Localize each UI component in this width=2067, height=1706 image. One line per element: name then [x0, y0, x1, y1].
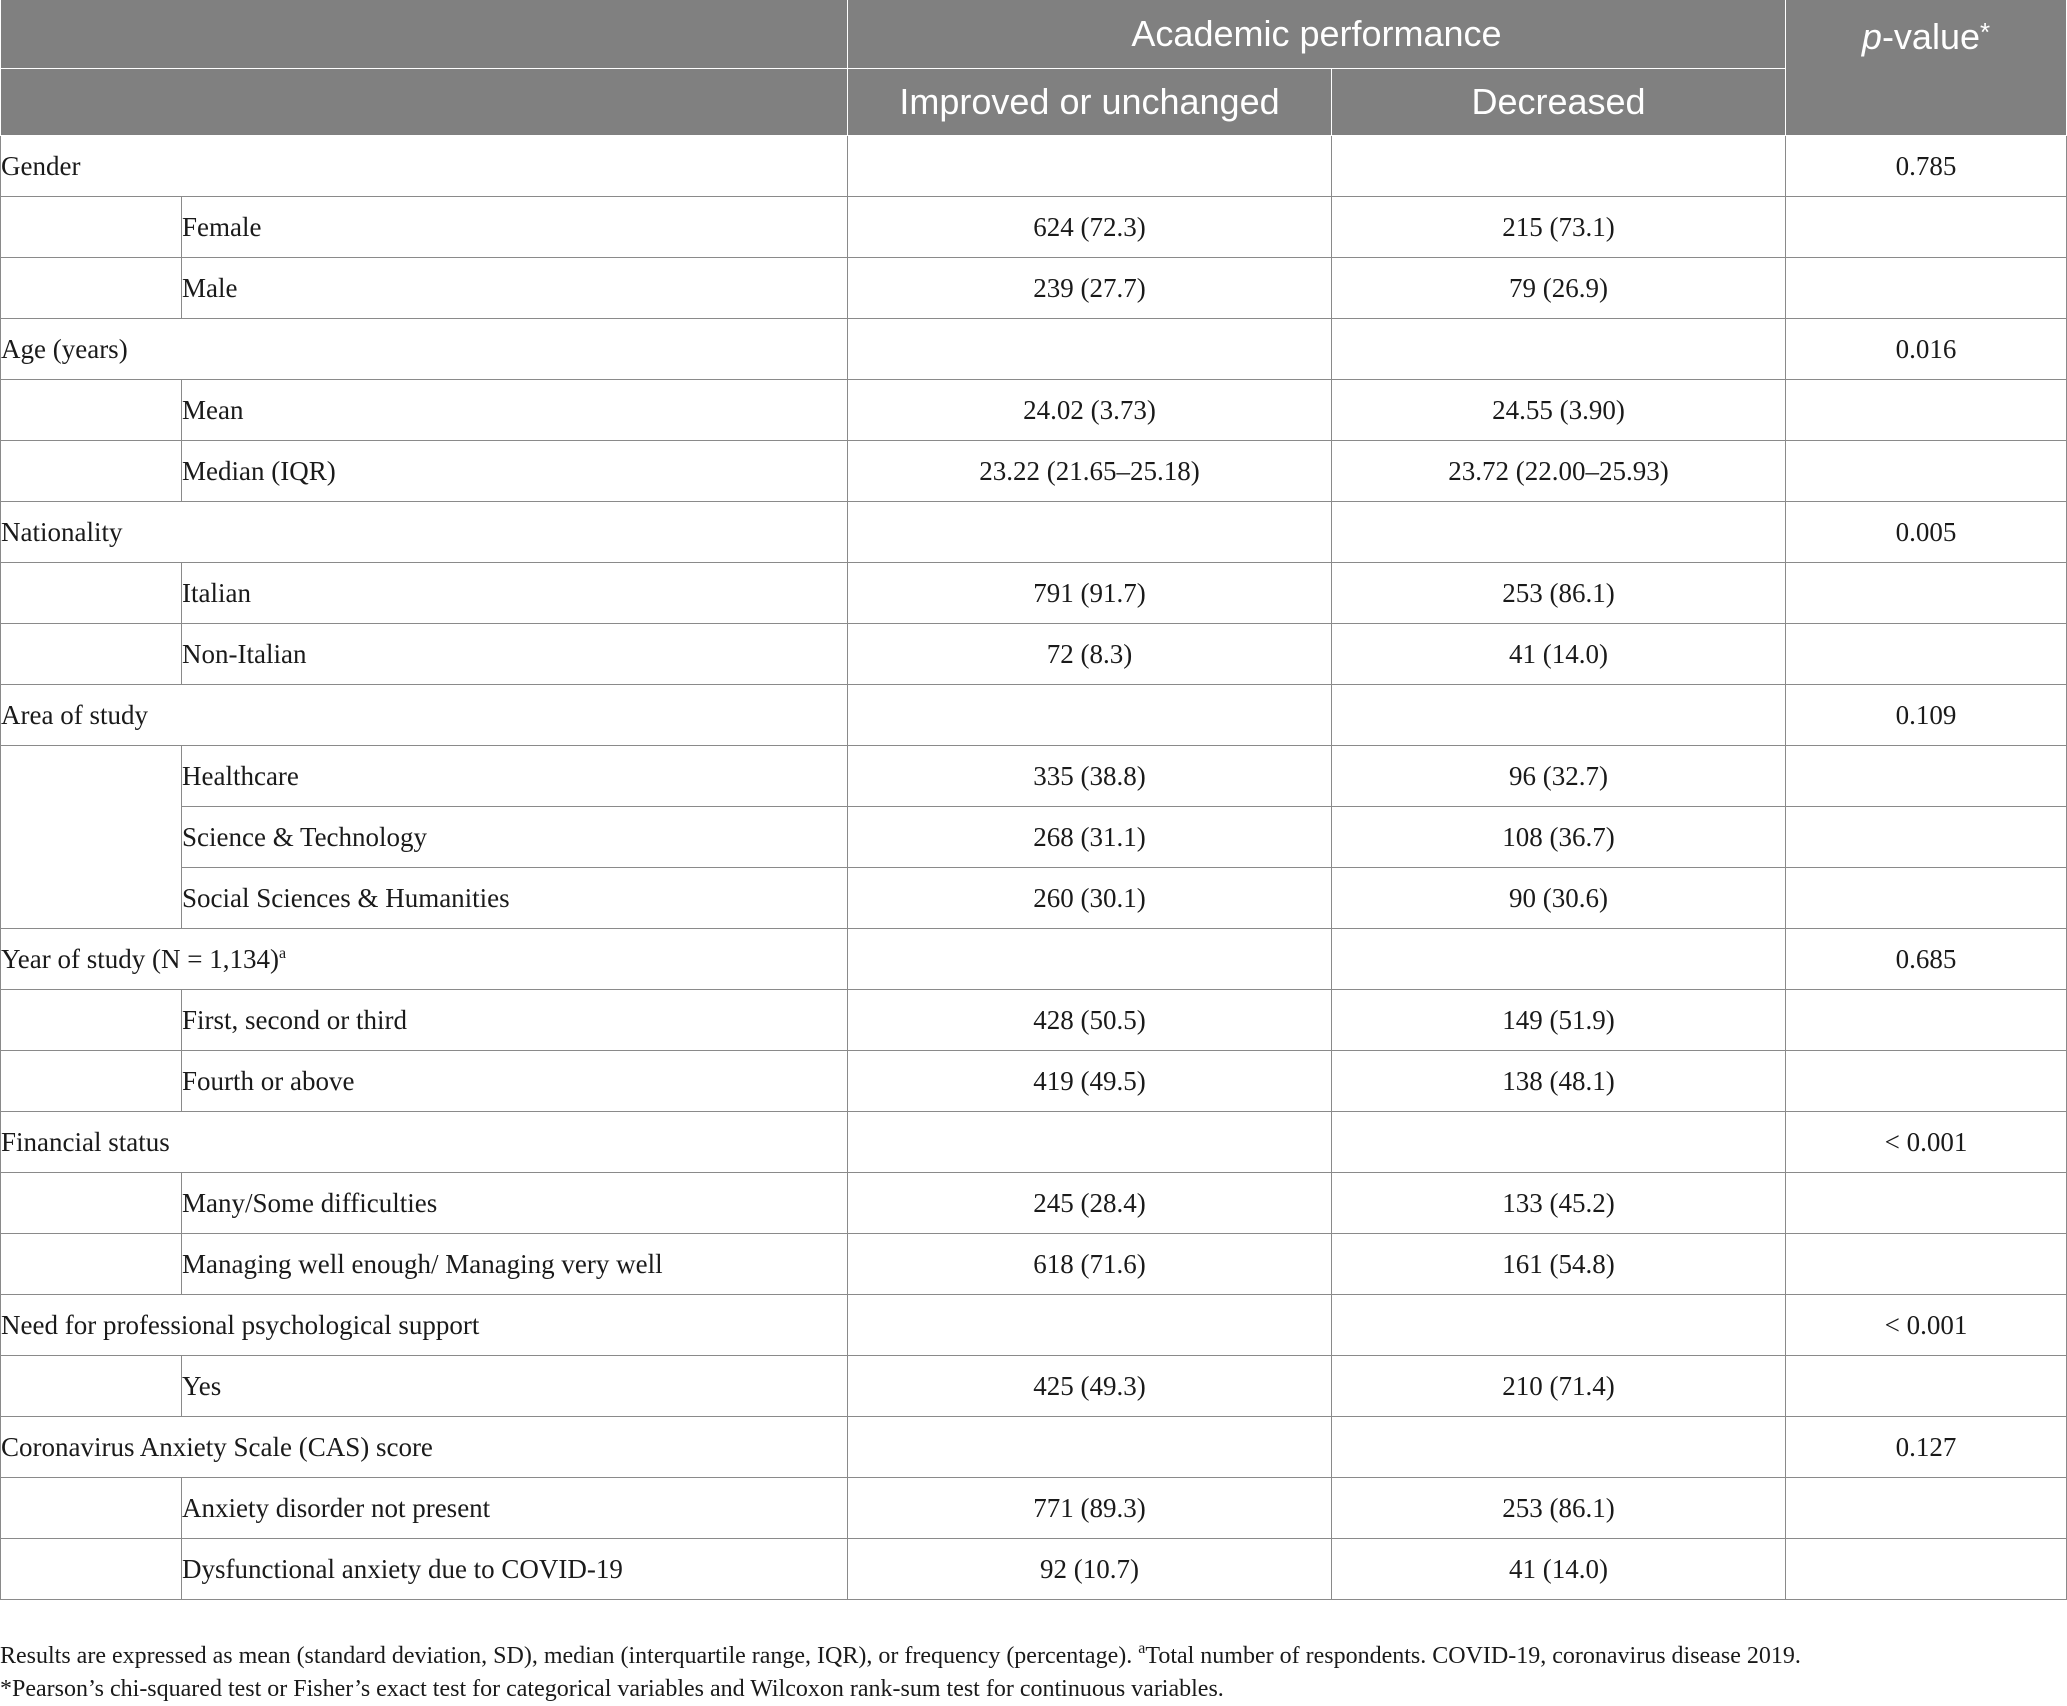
indent-cell	[1, 258, 182, 319]
improved-cell	[848, 1295, 1332, 1356]
decreased-cell: 23.72 (22.00–25.93)	[1332, 441, 1786, 502]
p-value-cell: 0.005	[1786, 502, 2067, 563]
decreased-cell	[1332, 319, 1786, 380]
table-row-financial-status	[1, 1112, 2067, 1173]
table-row-psych-support	[1, 1295, 2067, 1356]
subcategory-label: Anxiety disorder not present	[182, 1478, 848, 1539]
p-value-cell	[1786, 1051, 2067, 1112]
p-value-cell	[1786, 1478, 2067, 1539]
category-label: Nationality	[1, 502, 848, 563]
table-row-italian	[1, 563, 2067, 624]
improved-cell: 618 (71.6)	[848, 1234, 1332, 1295]
table-row-science-technology	[1, 807, 2067, 868]
decreased-cell	[1332, 685, 1786, 746]
table-row-year-of-study	[1, 929, 2067, 990]
subcategory-label: Managing well enough/ Managing very well	[182, 1234, 848, 1295]
table-row-no-anxiety	[1, 1478, 2067, 1539]
subcategory-label: Science & Technology	[182, 807, 848, 868]
improved-cell: 92 (10.7)	[848, 1539, 1332, 1600]
decreased-cell: 133 (45.2)	[1332, 1173, 1786, 1234]
footnote-marker: a	[278, 944, 287, 962]
p-value-cell	[1786, 746, 2067, 807]
header-decreased: Decreased	[1332, 69, 1786, 136]
improved-cell: 23.22 (21.65–25.18)	[848, 441, 1332, 502]
table-row-non-italian	[1, 624, 2067, 685]
subcategory-label: Fourth or above	[182, 1051, 848, 1112]
subcategory-label: Non-Italian	[182, 624, 848, 685]
subcategory-label: Dysfunctional anxiety due to COVID-19	[182, 1539, 848, 1600]
category-label: Coronavirus Anxiety Scale (CAS) score	[1, 1417, 848, 1478]
header-improved: Improved or unchanged	[848, 69, 1332, 136]
p-value-cell	[1786, 197, 2067, 258]
improved-cell: 24.02 (3.73)	[848, 380, 1332, 441]
category-label: Area of study	[1, 685, 848, 746]
decreased-cell: 41 (14.0)	[1332, 624, 1786, 685]
p-value-cell: 0.685	[1786, 929, 2067, 990]
table-row-cas-score	[1, 1417, 2067, 1478]
decreased-cell	[1332, 502, 1786, 563]
footnote-line-1	[0, 1632, 2060, 1673]
decreased-cell: 96 (32.7)	[1332, 746, 1786, 807]
footnote-1b: Total number of respondents. COVID-19, coronavirus disease 2019.	[1145, 1643, 1801, 1669]
subcategory-label: Female	[182, 197, 848, 258]
indent-cell	[1, 563, 182, 624]
subcategory-label: Male	[182, 258, 848, 319]
table-row-mean	[1, 380, 2067, 441]
subcategory-label: Yes	[182, 1356, 848, 1417]
decreased-cell: 79 (26.9)	[1332, 258, 1786, 319]
improved-cell	[848, 1112, 1332, 1173]
indent-cell	[1, 380, 182, 441]
p-value-cell	[1786, 380, 2067, 441]
indent-cell	[1, 624, 182, 685]
category-label: Age (years)	[1, 319, 848, 380]
table-row-fourth	[1, 1051, 2067, 1112]
improved-cell: 260 (30.1)	[848, 868, 1332, 929]
table-row-social-sciences	[1, 868, 2067, 929]
decreased-cell: 41 (14.0)	[1332, 1539, 1786, 1600]
improved-cell	[848, 1417, 1332, 1478]
improved-cell: 428 (50.5)	[848, 990, 1332, 1051]
decreased-cell: 215 (73.1)	[1332, 197, 1786, 258]
p-value-cell	[1786, 1234, 2067, 1295]
table-row-age	[1, 319, 2067, 380]
subcategory-label: First, second or third	[182, 990, 848, 1051]
category-label: Need for professional psychological support	[1, 1295, 848, 1356]
indent-cell	[1, 197, 182, 258]
improved-cell	[848, 136, 1332, 197]
improved-cell: 72 (8.3)	[848, 624, 1332, 685]
improved-cell: 335 (38.8)	[848, 746, 1332, 807]
p-value-cell	[1786, 1539, 2067, 1600]
table-row-dysfunctional	[1, 1539, 2067, 1600]
improved-cell: 425 (49.3)	[848, 1356, 1332, 1417]
table-row-female	[1, 197, 2067, 258]
p-value-cell	[1786, 868, 2067, 929]
improved-cell: 419 (49.5)	[848, 1051, 1332, 1112]
header-row-1	[1, 0, 2067, 69]
p-value-cell: 0.785	[1786, 136, 2067, 197]
p-value-cell	[1786, 563, 2067, 624]
p-letter: p	[1861, 16, 1882, 57]
header-blank	[1, 0, 848, 69]
decreased-cell	[1332, 136, 1786, 197]
decreased-cell	[1332, 929, 1786, 990]
p-value-cell	[1786, 624, 2067, 685]
decreased-cell: 24.55 (3.90)	[1332, 380, 1786, 441]
p-value-cell: 0.016	[1786, 319, 2067, 380]
decreased-cell: 210 (71.4)	[1332, 1356, 1786, 1417]
table-row-gender	[1, 136, 2067, 197]
header-p-value	[1786, 0, 2067, 136]
indent-cell	[1, 441, 182, 502]
improved-cell	[848, 929, 1332, 990]
improved-cell: 624 (72.3)	[848, 197, 1332, 258]
year-label-text: Year of study (N = 1,134)	[1, 943, 279, 974]
improved-cell: 239 (27.7)	[848, 258, 1332, 319]
decreased-cell: 90 (30.6)	[1332, 868, 1786, 929]
improved-cell	[848, 685, 1332, 746]
footnote-marker: a	[1138, 1640, 1146, 1657]
footnote-1a: Results are expressed as mean (standard deviation, SD), median (interquartile range, IQR), or frequency (percentage).	[0, 1643, 1139, 1669]
category-label: Gender	[1, 136, 848, 197]
p-value-cell: 0.109	[1786, 685, 2067, 746]
decreased-cell	[1332, 1417, 1786, 1478]
p-value-cell	[1786, 1356, 2067, 1417]
p-suffix: -value	[1881, 16, 1980, 57]
indent-cell	[1, 746, 182, 929]
improved-cell: 245 (28.4)	[848, 1173, 1332, 1234]
improved-cell	[848, 502, 1332, 563]
table-row-area-of-study	[1, 685, 2067, 746]
header-academic-performance: Academic performance	[848, 0, 1786, 69]
decreased-cell: 149 (51.9)	[1332, 990, 1786, 1051]
category-label	[1, 929, 848, 990]
table-row-median	[1, 441, 2067, 502]
p-value-cell: 0.127	[1786, 1417, 2067, 1478]
indent-cell	[1, 1173, 182, 1234]
indent-cell	[1, 1478, 182, 1539]
table-footnotes	[0, 1632, 2060, 1706]
indent-cell	[1, 1051, 182, 1112]
decreased-cell: 161 (54.8)	[1332, 1234, 1786, 1295]
table-row-male	[1, 258, 2067, 319]
indent-cell	[1, 1539, 182, 1600]
footnote-line-2: *Pearson’s chi-squared test or Fisher’s exact test for categorical variables and Wilcoxon rank-sum test for continuous variables.	[0, 1676, 1224, 1702]
improved-cell: 791 (91.7)	[848, 563, 1332, 624]
table-row-first-third	[1, 990, 2067, 1051]
p-marker: *	[1980, 17, 1991, 47]
improved-cell: 771 (89.3)	[848, 1478, 1332, 1539]
header-row-2	[1, 69, 2067, 136]
table-row-healthcare	[1, 746, 2067, 807]
indent-cell	[1, 1356, 182, 1417]
table-row-nationality	[1, 502, 2067, 563]
table-row-difficulties	[1, 1173, 2067, 1234]
category-label: Financial status	[1, 1112, 848, 1173]
subcategory-label: Mean	[182, 380, 848, 441]
decreased-cell: 108 (36.7)	[1332, 807, 1786, 868]
p-value-cell: < 0.001	[1786, 1112, 2067, 1173]
p-value-cell	[1786, 258, 2067, 319]
decreased-cell: 138 (48.1)	[1332, 1051, 1786, 1112]
table-row-yes	[1, 1356, 2067, 1417]
improved-cell: 268 (31.1)	[848, 807, 1332, 868]
subcategory-label: Many/Some difficulties	[182, 1173, 848, 1234]
header-blank-2	[1, 69, 848, 136]
indent-cell	[1, 1234, 182, 1295]
decreased-cell: 253 (86.1)	[1332, 563, 1786, 624]
subcategory-label: Italian	[182, 563, 848, 624]
improved-cell	[848, 319, 1332, 380]
p-value-cell	[1786, 441, 2067, 502]
decreased-cell	[1332, 1295, 1786, 1356]
subcategory-label: Healthcare	[182, 746, 848, 807]
p-value-cell	[1786, 1173, 2067, 1234]
table-row-managing	[1, 1234, 2067, 1295]
decreased-cell	[1332, 1112, 1786, 1173]
subcategory-label: Median (IQR)	[182, 441, 848, 502]
subcategory-label: Social Sciences & Humanities	[182, 868, 848, 929]
p-value-cell	[1786, 990, 2067, 1051]
decreased-cell: 253 (86.1)	[1332, 1478, 1786, 1539]
p-value-cell	[1786, 807, 2067, 868]
p-value-cell: < 0.001	[1786, 1295, 2067, 1356]
indent-cell	[1, 990, 182, 1051]
